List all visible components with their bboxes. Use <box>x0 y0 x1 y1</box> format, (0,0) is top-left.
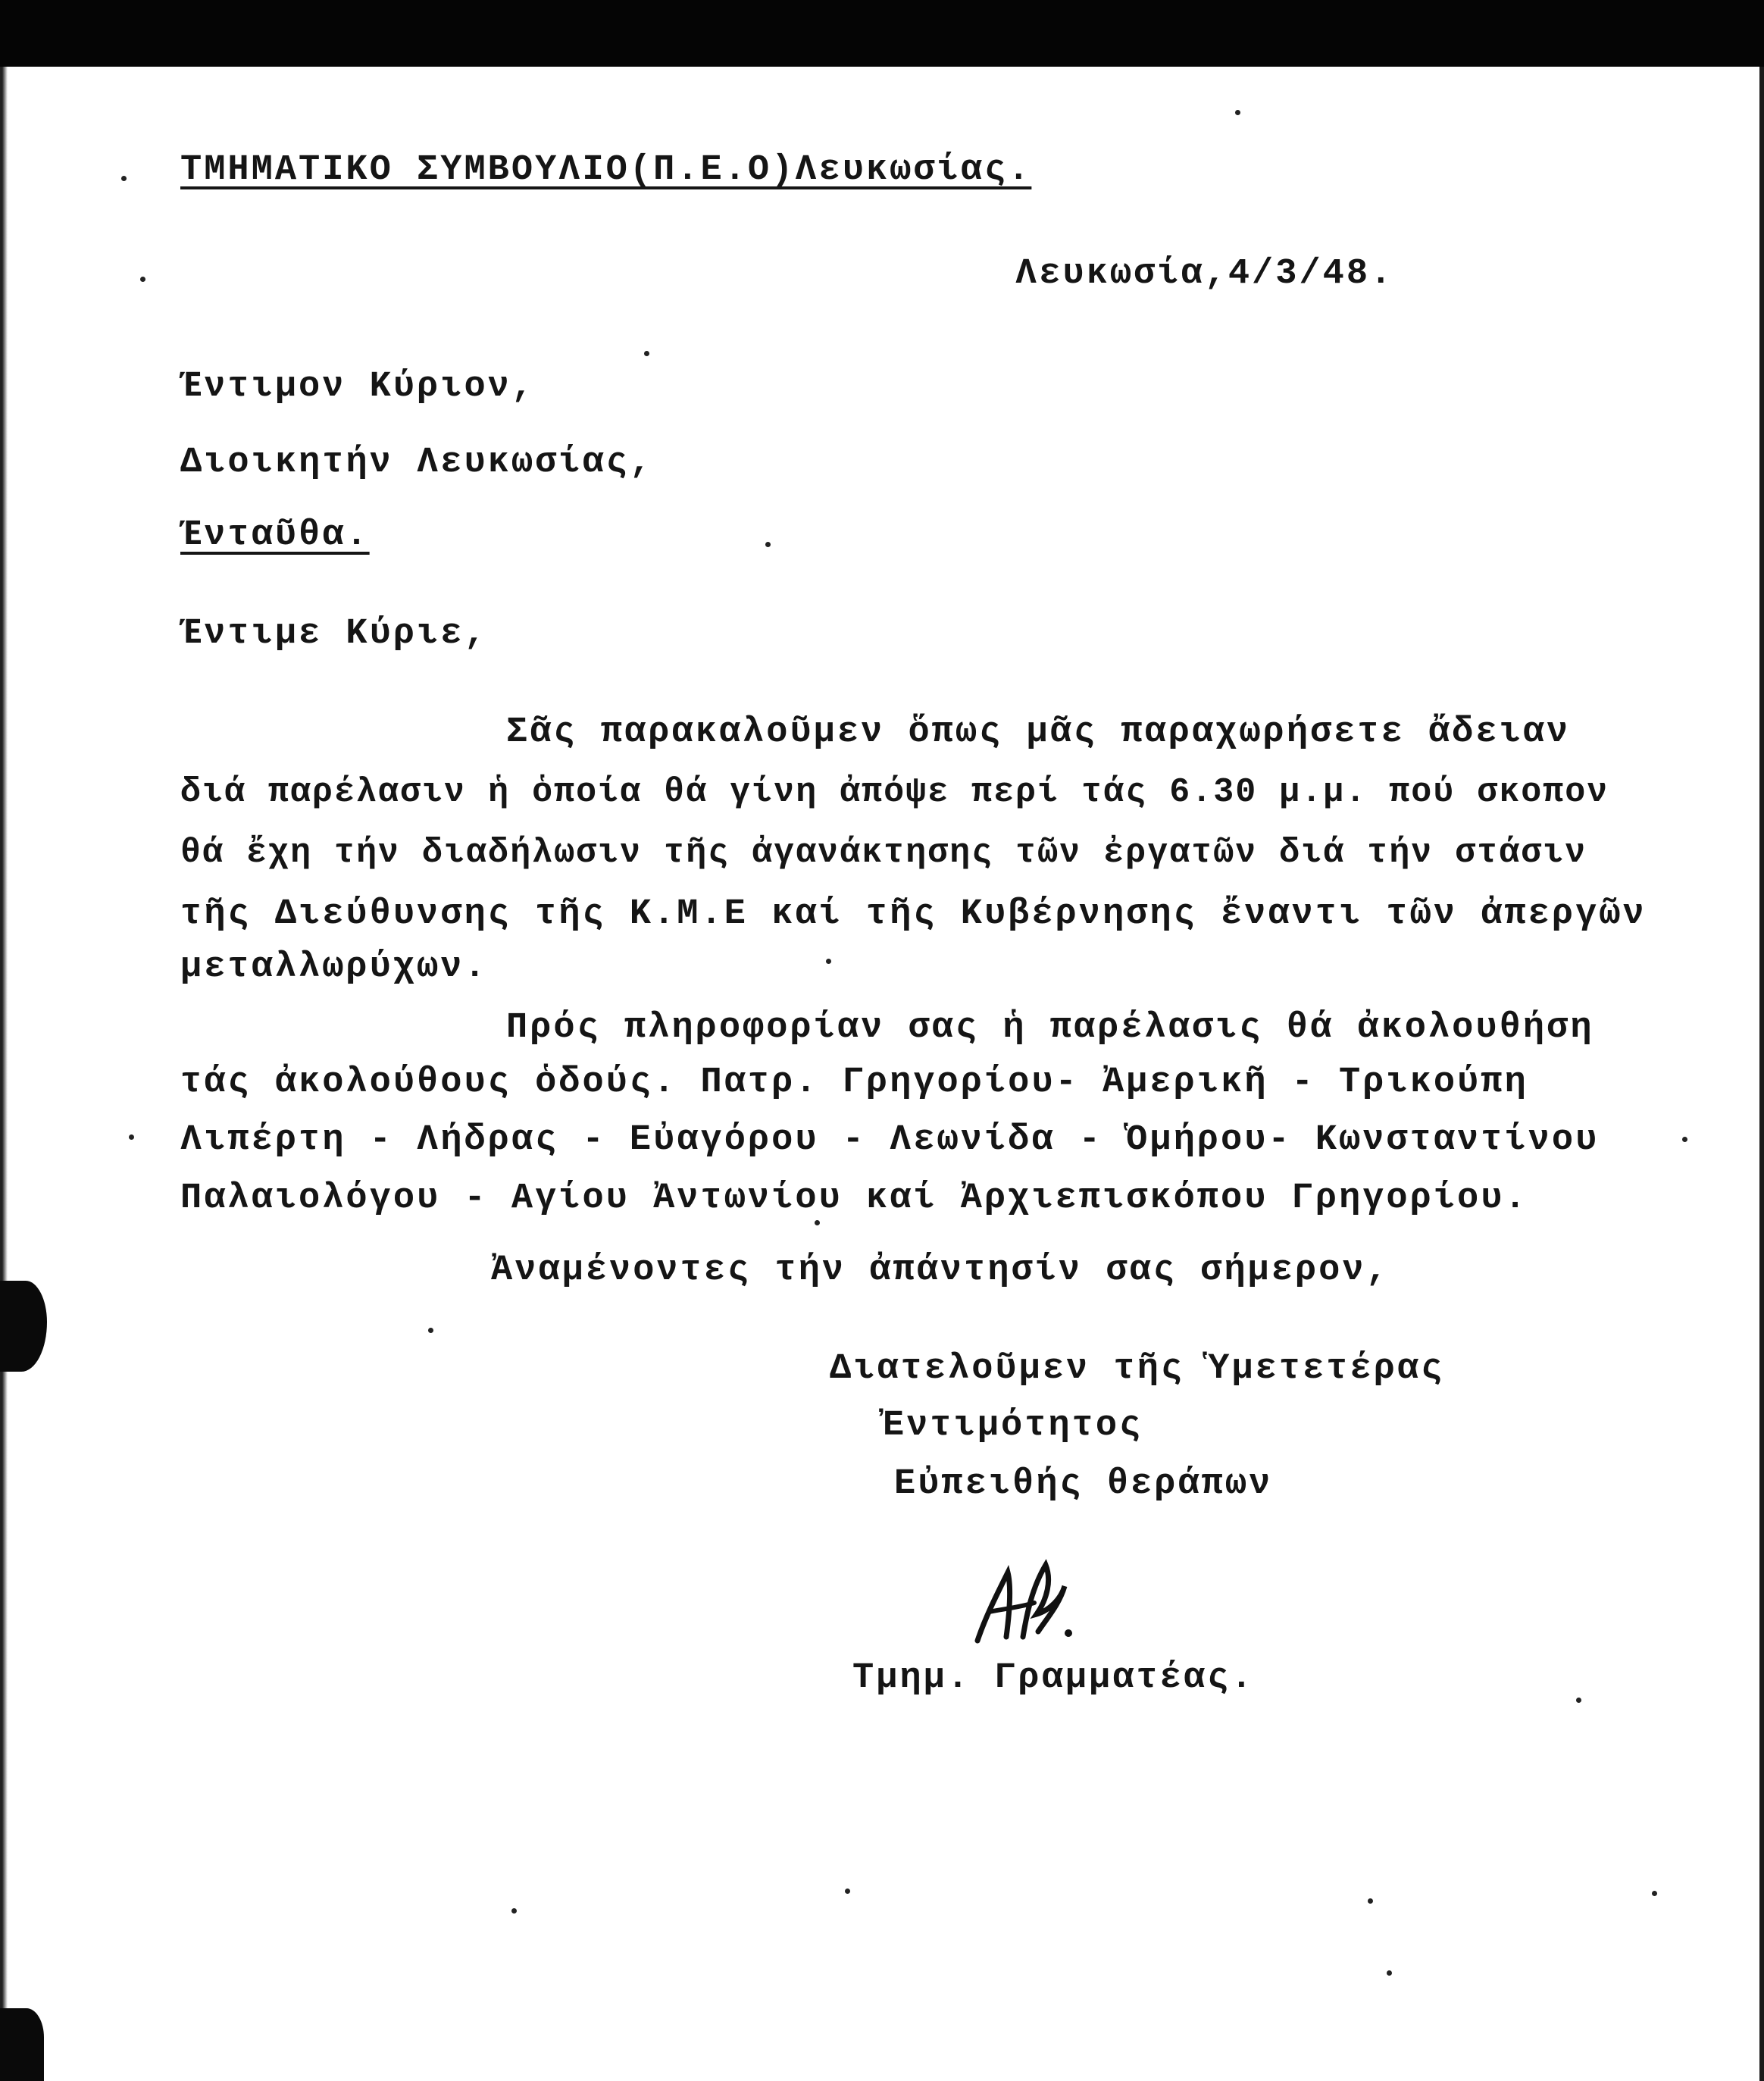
letter-date: Λευκωσία,4/3/48. <box>1015 254 1394 294</box>
paragraph-2-line: τάς ἀκολούθους ὁδούς. Πατρ. Γρηγορίου- Ἀμερικῆ - Τρικούπη <box>180 1062 1528 1103</box>
closing-line: Ἀναμένοντες τήν ἀπάντησίν σας σήμερον, <box>491 1250 1390 1291</box>
scan-left-edge <box>0 67 8 2081</box>
paper-speck <box>1682 1137 1687 1142</box>
paper-speck <box>1387 1970 1392 1976</box>
paper-speck <box>815 1220 820 1225</box>
paper-speck <box>1576 1698 1581 1703</box>
signer-title: Τμημ. Γραμματέας. <box>852 1658 1255 1698</box>
scan-right-edge <box>1759 67 1764 2081</box>
paragraph-2-line: Παλαιολόγου - Αγίου Ἀντωνίου καί Ἀρχιεπισκόπου Γρηγορίου. <box>180 1178 1528 1219</box>
paragraph-1-line: τῆς Διεύθυνσης τῆς Κ.Μ.Ε καί τῆς Κυβέρνησης ἔναντι τῶν ἀπεργῶν <box>180 894 1647 934</box>
signoff-line-1: Διατελοῦμεν τῆς Ὑμετετέρας <box>830 1349 1445 1389</box>
paragraph-2-line: Πρός πληροφορίαν σας ἡ παρέλασις θά ἀκολουθήση <box>506 1008 1594 1048</box>
paper-speck <box>140 277 145 282</box>
handwritten-signature <box>962 1542 1091 1656</box>
paper-speck <box>644 351 649 356</box>
paper-speck <box>1368 1898 1373 1904</box>
recipient-line-3: Ένταῦθα. <box>180 515 370 555</box>
paragraph-1-line: Σᾶς παρακαλοῦμεν ὅπως μᾶς παραχωρήσετε ἄδειαν <box>506 712 1571 753</box>
ink-blot <box>0 1281 47 1372</box>
paper-speck <box>129 1134 134 1140</box>
paper-speck <box>845 1889 850 1894</box>
scan-top-border <box>0 0 1764 67</box>
paragraph-2-line: Λιπέρτη - Λήδρας - Εὐαγόρου - Λεωνίδα - Ὁμήρου- Κωνσταντίνου <box>180 1120 1600 1160</box>
salutation: Έντιμε Κύριε, <box>180 614 488 654</box>
paper-speck <box>765 542 771 547</box>
paper-speck <box>511 1908 517 1914</box>
recipient-line-1: Έντιμον Κύριον, <box>180 367 536 407</box>
signoff-line-2: Ἐντιμότητος <box>883 1406 1143 1446</box>
paper-speck <box>1235 110 1240 115</box>
ink-blot <box>0 2008 44 2081</box>
paragraph-1-line: θά ἔχη τήν διαδήλωσιν τῆς ἀγανάκτησης τῶν ἐργατῶν διά τήν στάσιν <box>180 834 1587 872</box>
paragraph-1-line: διά παρέλασιν ἡ ὁποία θά γίνη ἀπόψε περί τάς 6.30 μ.μ. πού σκοπον <box>180 773 1609 812</box>
paragraph-1-line: μεταλλωρύχων. <box>180 947 488 987</box>
recipient-line-2: Διοικητήν Λευκωσίας, <box>180 443 654 483</box>
paper-speck <box>826 959 831 964</box>
letter-heading: ΤΜΗΜΑΤΙΚΟ ΣΥΜΒΟΥΛΙΟ(Π.Ε.Ο)Λευκωσίας. <box>180 150 1032 190</box>
signoff-line-3: Εὐπειθής θεράπων <box>894 1464 1273 1504</box>
paper-speck <box>1652 1891 1657 1896</box>
paper-speck <box>428 1328 433 1333</box>
paper-speck <box>121 176 127 181</box>
